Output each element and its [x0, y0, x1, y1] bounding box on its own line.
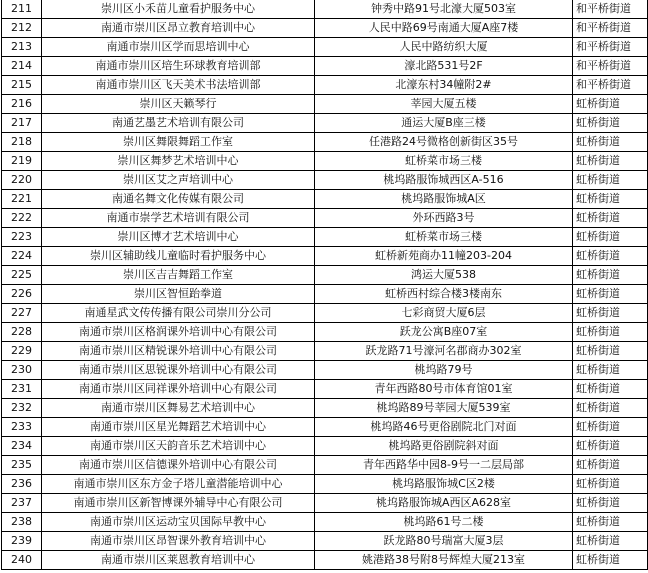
cell-number: 233 [2, 418, 42, 437]
table-row [2, 266, 648, 285]
cell-number: 218 [2, 133, 42, 152]
table-row [2, 513, 648, 532]
table-row [2, 304, 648, 323]
cell-address: 姚港路38号附8号辉煌大厦213室 [315, 551, 573, 570]
cell-address: 虹桥新苑商办11幢203-204 [315, 247, 573, 266]
cell-address: 青年西路华中园8-9号一二层局部 [315, 456, 573, 475]
cell-street: 虹桥街道 [573, 285, 648, 304]
cell-number: 220 [2, 171, 42, 190]
cell-street: 虹桥街道 [573, 247, 648, 266]
cell-organization-name: 南通市崇川区舞易艺术培训中心 [42, 399, 315, 418]
table-row [2, 247, 648, 266]
cell-street: 虹桥街道 [573, 190, 648, 209]
cell-number: 216 [2, 95, 42, 114]
cell-number: 240 [2, 551, 42, 570]
cell-number: 234 [2, 437, 42, 456]
cell-organization-name: 南通市崇川区学而思培训中心 [42, 38, 315, 57]
cell-address: 桃坞路更俗剧院斜对面 [315, 437, 573, 456]
cell-organization-name: 南通星武文传传播有限公司崇川分公司 [42, 304, 315, 323]
cell-organization-name: 南通市崇川区信德课外培训中心有限公司 [42, 456, 315, 475]
cell-organization-name: 南通市崇川区昂智课外教育培训中心 [42, 532, 315, 551]
cell-address: 桃坞路服饰城西区A-516 [315, 171, 573, 190]
cell-address: 桃坞路89号莘园大厦539室 [315, 399, 573, 418]
cell-street: 和平桥街道 [573, 76, 648, 95]
cell-street: 虹桥街道 [573, 513, 648, 532]
cell-address: 跃龙路71号濠河名郡商办302室 [315, 342, 573, 361]
cell-address: 虹桥西村综合楼3楼南东 [315, 285, 573, 304]
table-row [2, 551, 648, 570]
cell-organization-name: 南通市崇川区飞天美术书法培训部 [42, 76, 315, 95]
cell-number: 237 [2, 494, 42, 513]
cell-number: 214 [2, 57, 42, 76]
cell-street: 虹桥街道 [573, 532, 648, 551]
table-row [2, 171, 648, 190]
cell-number: 224 [2, 247, 42, 266]
cell-number: 222 [2, 209, 42, 228]
cell-number: 232 [2, 399, 42, 418]
cell-street: 虹桥街道 [573, 304, 648, 323]
cell-organization-name: 南通市崇川区培生环球教育培训部 [42, 57, 315, 76]
cell-street: 虹桥街道 [573, 323, 648, 342]
table-row [2, 323, 648, 342]
cell-street: 虹桥街道 [573, 456, 648, 475]
cell-number: 226 [2, 285, 42, 304]
cell-street: 虹桥街道 [573, 437, 648, 456]
cell-organization-name: 崇川区艾之声培训中心 [42, 171, 315, 190]
cell-street: 虹桥街道 [573, 114, 648, 133]
cell-organization-name: 南通市崇川区新智博课外辅导中心有限公司 [42, 494, 315, 513]
cell-organization-name: 崇川区天籁琴行 [42, 95, 315, 114]
cell-organization-name: 南通市崇川区东方金子塔儿童潜能培训中心 [42, 475, 315, 494]
cell-address: 桃坞路服饰城A西区A628室 [315, 494, 573, 513]
cell-number: 212 [2, 19, 42, 38]
cell-address: 濠北路531号2F [315, 57, 573, 76]
cell-address: 虹桥菜市场三楼 [315, 228, 573, 247]
cell-number: 231 [2, 380, 42, 399]
cell-number: 223 [2, 228, 42, 247]
cell-street: 和平桥街道 [573, 19, 648, 38]
cell-street: 虹桥街道 [573, 228, 648, 247]
cell-street: 虹桥街道 [573, 266, 648, 285]
cell-organization-name: 崇川区舞梦艺术培训中心 [42, 152, 315, 171]
cell-number: 211 [2, 0, 42, 19]
cell-organization-name: 南通名舞文化传媒有限公司 [42, 190, 315, 209]
cell-street: 虹桥街道 [573, 418, 648, 437]
table-row [2, 57, 648, 76]
cell-number: 227 [2, 304, 42, 323]
cell-organization-name: 崇川区辅助线儿童临时看护服务中心 [42, 247, 315, 266]
registry-table [1, 0, 648, 570]
cell-address: 桃坞路服饰城C区2楼 [315, 475, 573, 494]
table-row [2, 0, 648, 19]
cell-organization-name: 南通市崇川区天韵音乐艺术培训中心 [42, 437, 315, 456]
cell-number: 236 [2, 475, 42, 494]
table-row [2, 380, 648, 399]
table-row [2, 152, 648, 171]
cell-number: 219 [2, 152, 42, 171]
cell-street: 和平桥街道 [573, 57, 648, 76]
cell-number: 213 [2, 38, 42, 57]
cell-address: 北濠东村34幢附2# [315, 76, 573, 95]
cell-organization-name: 南通市崇川区精锐课外培训中心有限公司 [42, 342, 315, 361]
table-row [2, 133, 648, 152]
cell-address: 桃坞路服饰城A区 [315, 190, 573, 209]
cell-street: 虹桥街道 [573, 209, 648, 228]
cell-address: 莘园大厦五楼 [315, 95, 573, 114]
cell-number: 221 [2, 190, 42, 209]
cell-address: 跃龙路80号瑞富大厦3层 [315, 532, 573, 551]
cell-street: 虹桥街道 [573, 475, 648, 494]
cell-number: 230 [2, 361, 42, 380]
table-body [2, 0, 648, 570]
cell-organization-name: 崇川区智恒跆拳道 [42, 285, 315, 304]
cell-address: 桃坞路79号 [315, 361, 573, 380]
cell-organization-name: 崇川区小禾苗儿童看护服务中心 [42, 0, 315, 19]
cell-street: 虹桥街道 [573, 551, 648, 570]
table-row [2, 399, 648, 418]
cell-street: 虹桥街道 [573, 133, 648, 152]
table-row [2, 95, 648, 114]
cell-street: 和平桥街道 [573, 38, 648, 57]
cell-number: 217 [2, 114, 42, 133]
table-row [2, 228, 648, 247]
table-row [2, 114, 648, 133]
cell-street: 虹桥街道 [573, 399, 648, 418]
table-row [2, 342, 648, 361]
table-row [2, 361, 648, 380]
cell-number: 238 [2, 513, 42, 532]
cell-organization-name: 崇川区舞限舞蹈工作室 [42, 133, 315, 152]
cell-address: 人民中路69号南通大厦A座7楼 [315, 19, 573, 38]
table-row [2, 76, 648, 95]
cell-organization-name: 崇川区博才艺术培训中心 [42, 228, 315, 247]
cell-address: 鸿运大厦538 [315, 266, 573, 285]
cell-street: 虹桥街道 [573, 152, 648, 171]
cell-street: 虹桥街道 [573, 171, 648, 190]
cell-street: 和平桥街道 [573, 0, 648, 19]
cell-address: 钟秀中路91号北濠大厦503室 [315, 0, 573, 19]
cell-organization-name: 南通市崇川区格润课外培训中心有限公司 [42, 323, 315, 342]
table-row [2, 19, 648, 38]
cell-address: 外环西路3号 [315, 209, 573, 228]
cell-number: 225 [2, 266, 42, 285]
cell-address: 七彩商贸大厦6层 [315, 304, 573, 323]
cell-street: 虹桥街道 [573, 95, 648, 114]
table-row [2, 456, 648, 475]
table-row [2, 532, 648, 551]
cell-address: 通运大厦B座三楼 [315, 114, 573, 133]
cell-number: 228 [2, 323, 42, 342]
cell-organization-name: 南通艺墨艺术培训有限公司 [42, 114, 315, 133]
table-row [2, 190, 648, 209]
cell-street: 虹桥街道 [573, 361, 648, 380]
table-row [2, 38, 648, 57]
cell-street: 虹桥街道 [573, 494, 648, 513]
cell-address: 任港路24号微格创新街区35号 [315, 133, 573, 152]
table-row [2, 418, 648, 437]
cell-number: 235 [2, 456, 42, 475]
table-row [2, 209, 648, 228]
table-row [2, 475, 648, 494]
cell-address: 桃坞路46号更俗剧院北门对面 [315, 418, 573, 437]
cell-organization-name: 南通市崇川区昂立教育培训中心 [42, 19, 315, 38]
cell-organization-name: 南通市崇川区运动宝贝国际早教中心 [42, 513, 315, 532]
table-row [2, 494, 648, 513]
cell-address: 虹桥菜市场三楼 [315, 152, 573, 171]
cell-address: 跃龙公寓B座07室 [315, 323, 573, 342]
cell-number: 215 [2, 76, 42, 95]
cell-organization-name: 崇川区吉吉舞蹈工作室 [42, 266, 315, 285]
cell-organization-name: 南通市崇川区星光舞蹈艺术培训中心 [42, 418, 315, 437]
cell-organization-name: 南通市崇川区思锐课外培训中心有限公司 [42, 361, 315, 380]
cell-street: 虹桥街道 [573, 342, 648, 361]
cell-street: 虹桥街道 [573, 380, 648, 399]
cell-organization-name: 南通市崇川区莱恩教育培训中心 [42, 551, 315, 570]
table-row [2, 437, 648, 456]
table-row [2, 285, 648, 304]
cell-organization-name: 南通市崇川区同祥课外培训中心有限公司 [42, 380, 315, 399]
cell-address: 桃坞路61号二楼 [315, 513, 573, 532]
cell-address: 人民中路纺织大厦 [315, 38, 573, 57]
cell-number: 229 [2, 342, 42, 361]
cell-address: 青年西路80号市体育馆01室 [315, 380, 573, 399]
cell-organization-name: 南通市崇学艺术培训有限公司 [42, 209, 315, 228]
cell-number: 239 [2, 532, 42, 551]
